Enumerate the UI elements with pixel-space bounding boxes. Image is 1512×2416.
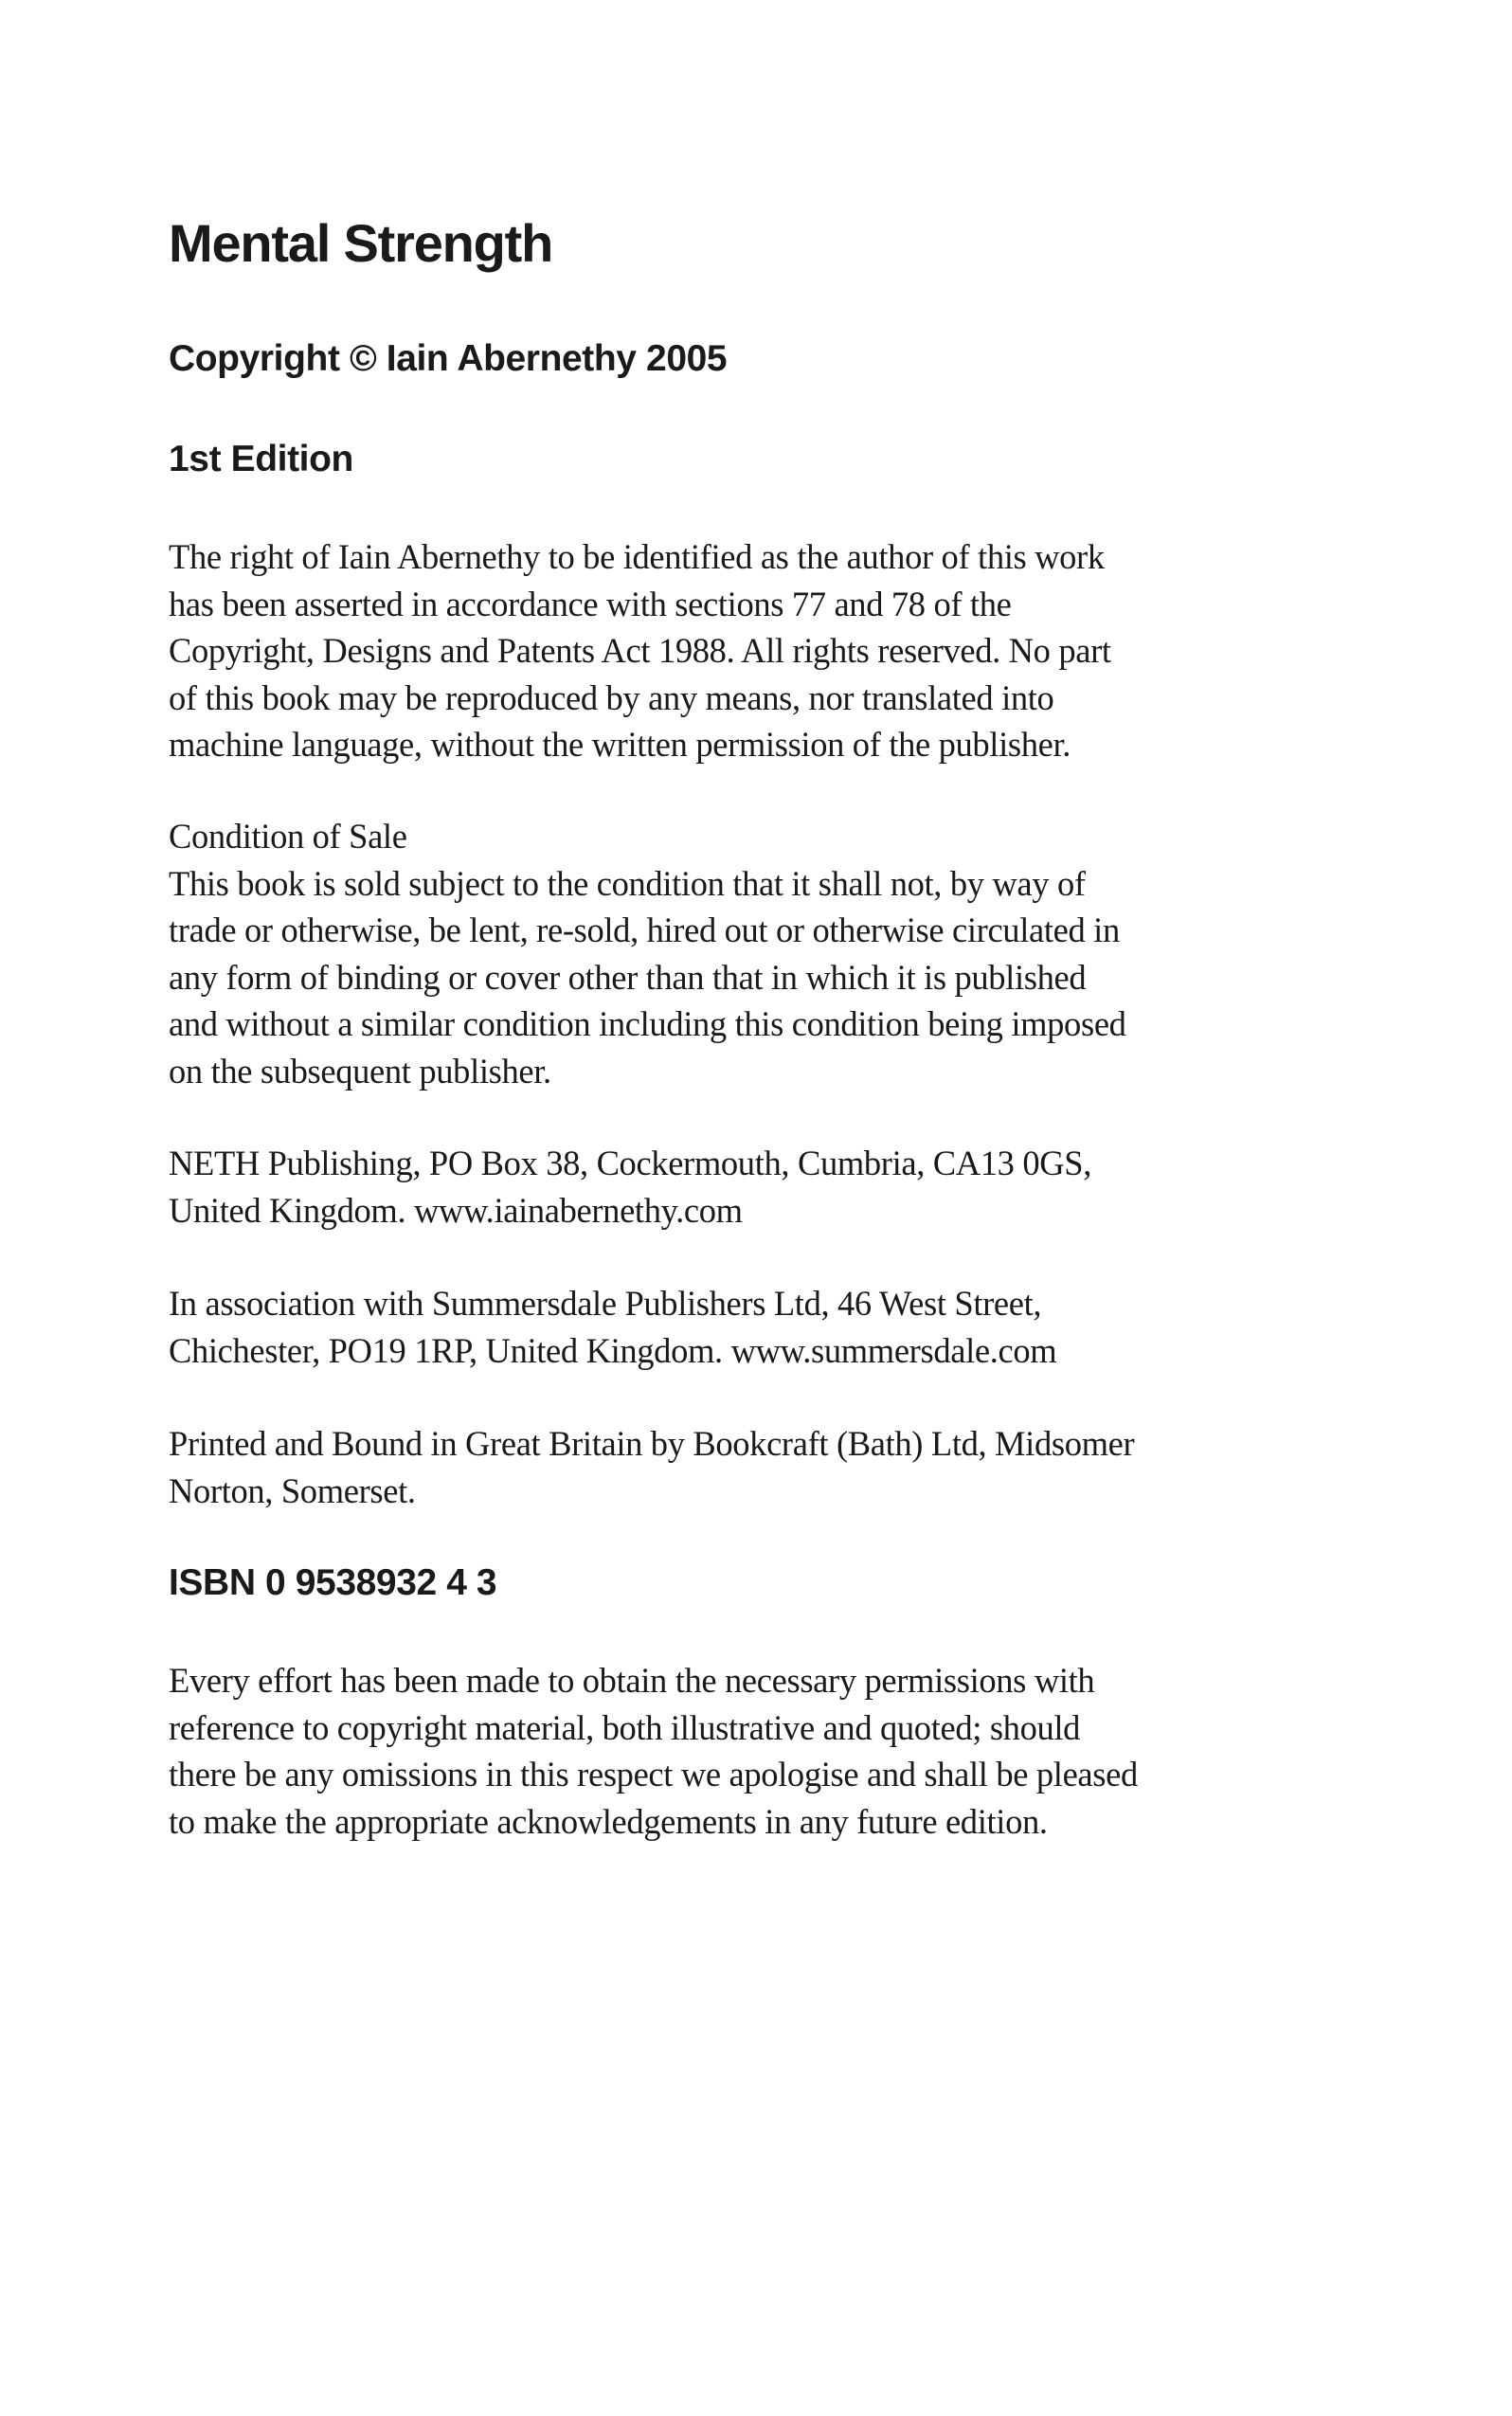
text-line: Copyright, Designs and Patents Act 1988. All rights reserved. No part <box>169 631 1111 670</box>
rights-paragraph <box>169 533 1287 768</box>
text-line: and without a similar condition including this condition being imposed <box>169 1004 1126 1043</box>
permissions-paragraph <box>169 1657 1287 1845</box>
text-line: has been asserted in accordance with sections 77 and 78 of the <box>169 584 1012 623</box>
text-line: to make the appropriate acknowledgements in any future edition. <box>169 1801 1048 1841</box>
text-line: trade or otherwise, be lent, re-sold, hired out or otherwise circulated in <box>169 911 1120 949</box>
text-line: United Kingdom. www.iainabernethy.com <box>169 1190 743 1230</box>
text-line: In association with Summersdale Publishers Ltd, 46 West Street, <box>169 1284 1042 1323</box>
text-line: of this book may be reproduced by any means, nor translated into <box>169 677 1054 717</box>
text-line: Every effort has been made to obtain the necessary permissions with <box>169 1661 1095 1700</box>
condition-of-sale-heading: Condition of Sale <box>169 817 407 856</box>
text-line: This book is sold subject to the condition that it shall not, by way of <box>169 863 1086 903</box>
text-line: NETH Publishing, PO Box 38, Cockermouth, Cumbria, CA13 0GS, <box>169 1144 1091 1182</box>
text-line: The right of Iain Abernethy to be identified as the author of this work <box>169 537 1105 576</box>
text-line: Norton, Somerset. <box>169 1470 416 1510</box>
printer-info <box>169 1420 1287 1514</box>
text-line: Printed and Bound in Great Britain by Bookcraft (Bath) Ltd, Midsomer <box>169 1424 1135 1463</box>
text-line: any form of binding or cover other than that in which it is published <box>169 957 1087 997</box>
association-address <box>169 1280 1287 1374</box>
isbn: ISBN 0 9538932 4 3 <box>169 1562 497 1603</box>
edition-label: 1st Edition <box>169 439 353 479</box>
text-line: machine language, without the written permission of the publisher. <box>169 725 1071 764</box>
copyright-notice: Copyright © Iain Abernethy 2005 <box>169 338 728 379</box>
text-line: there be any omissions in this respect we apologise and shall be pleased <box>169 1755 1138 1794</box>
text-line: on the subsequent publisher. <box>169 1051 551 1091</box>
text-line: Chichester, PO19 1RP, United Kingdom. www.summersdale.com <box>169 1330 1057 1370</box>
book-title: Mental Strength <box>169 213 553 273</box>
text-line: reference to copyright material, both illustrative and quoted; should <box>169 1707 1081 1747</box>
publisher-address <box>169 1140 1287 1234</box>
condition-of-sale-paragraph <box>169 813 1287 1094</box>
